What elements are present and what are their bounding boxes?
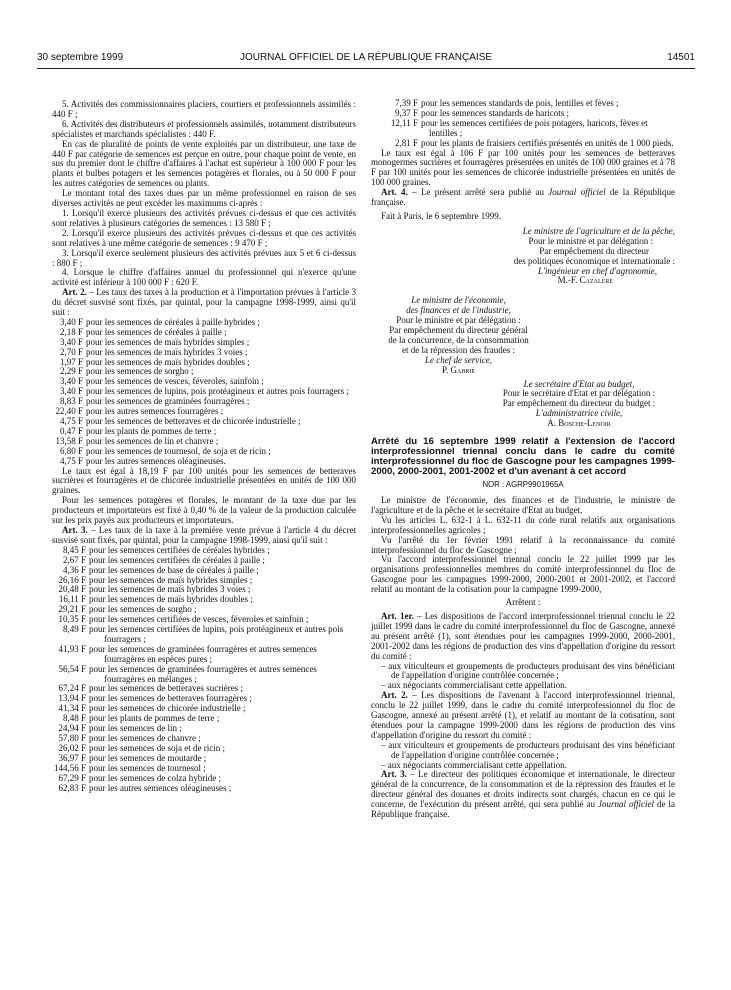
paragraph: Le montant total des taxes dues par un même professionnel en raison de ses diverses activités ne peut excéder les maximums ci-après : bbox=[52, 188, 356, 209]
rate-line: 67,24 F pour les semences de betteraves sucrières ; bbox=[58, 683, 243, 694]
rates-list-art3 bbox=[52, 546, 356, 794]
rate-line: 26,16 F pour les semences de maïs hybrides simples ; bbox=[58, 574, 253, 585]
rate-line: 29,21 F pour les semences de sorgho ; bbox=[58, 604, 197, 615]
article-3-floc: Art. 3. – Le directeur des politiques économique et internationale, le directeur général de la concurrence, de la consommation et de la répression des fraudes et le directeur général des douanes et droits indirects sont chargés, chacun en ce qui le concerne, de l'exécution du présent arrêté, qui sera publié au Journal officiel de la République française. bbox=[371, 769, 676, 820]
decree-title: Arrêté du 16 septembre 1999 relatif à l'extension de l'accord interprofessionnel triennal conclu dans le cadre du comité interprofessionnel du floc de Gascogne pour les campagnes 1999-2000, 2000-2001, 2001-2002 et d'un avenant à cet accord bbox=[371, 436, 675, 478]
header-title: JOURNAL OFFICIEL DE LA RÉPUBLIQUE FRANÇAISE bbox=[239, 52, 493, 63]
rate-line: 3,40 F pour les semences de maïs hybrides simples ; bbox=[59, 336, 250, 347]
rate-line: 7,39 F pour les semences standards de pois, lentilles et fèves ; bbox=[394, 98, 619, 108]
rate-line: 3,40 F pour les semences de céréales à paille hybrides ; bbox=[59, 316, 260, 327]
list-item: – aux négociants commercialisant cette appellation. bbox=[381, 680, 567, 691]
page-header bbox=[37, 52, 695, 66]
rate-line: 13,94 F pour les semences de betteraves fourragères ; bbox=[58, 693, 252, 704]
signature-block-agriculture: Le ministre de l'agriculture et de la pêche, Pour le ministre et par délégation : Par empêchement du directeur des politiques économique et internationale : L'ingénieur en chef d'agronomie, M.-F. Cazalère bbox=[513, 225, 675, 286]
rate-line: 4,36 F pour les semences de base de céréales à paille ; bbox=[62, 564, 259, 575]
rate-line: 3,40 F pour les semences de lupins, pois protéagineux et autres pois fourragers ; bbox=[59, 386, 349, 397]
paragraph: 4. Lorsque le chiffre d'affaires annuel du professionnel qui n'exerce qu'une activité est inférieur à 100 000 F : 620 F. bbox=[52, 267, 356, 288]
rate-line: 57,80 F pour les semences de chanvre ; bbox=[58, 733, 201, 743]
rate-line: 144,56 F pour les semences de tournesol ; bbox=[53, 762, 206, 773]
paragraph: 3. Lorsqu'il exerce seulement plusieurs des activités prévues aux 5 et 6 ci-dessus : 880 F ; bbox=[52, 247, 356, 268]
rates-list-art2 bbox=[52, 318, 356, 467]
paragraph: En cas de pluralité de points de vente exploités par un distributeur, une taxe de 440 F par catégorie de semences est perçue en outre, pour chaque point de vente, en sus du premier dont le chiffre d'affaires à l'achat est supérieur à 100 000 F pour les plants et bulbes potagers et les semences potagères et florales, ou à 50 000 F pour les autres catégories de semences ou plants. bbox=[52, 138, 356, 189]
header-rule bbox=[37, 68, 695, 69]
paragraph: Le ministre de l'économie, des finances et de l'industrie, le ministre de l'agriculture et de la pêche et le secrétaire d'Etat au budget, bbox=[371, 495, 675, 515]
paragraph: Pour les semences potagères et florales, le montant de la taxe due par les producteurs et importateurs est fixé à 0,40 % de la valeur de la production calculée sur les prix payés aux producteurs et importateurs. bbox=[52, 495, 356, 526]
rate-line: 8,48 F pour les plants de pommes de terre ; bbox=[62, 713, 220, 724]
rate-line: 12,11 F pour les semences certifiées de pois potagers, haricots, fèves et lentilles ; bbox=[390, 117, 648, 138]
list-item: – aux viticulteurs et groupements de producteurs produisant des vins bénéficiant de l'appellation d'origine contrôlée concernée ; bbox=[381, 660, 675, 681]
article-4: Art. 4. – Le présent arrêté sera publié au Journal officiel de la République française. bbox=[371, 187, 675, 208]
rate-line: 8,45 F pour les semences certifiées de céréales hybrides ; bbox=[62, 544, 270, 555]
rate-line: 3,40 F pour les semences de vesces, féveroles, sainfoin ; bbox=[59, 376, 264, 387]
article-1: Art. 1er. – Les dispositions de l'accord interprofessionnel triennal conclu le 22 juillet 1999 dans le cadre du comité interprofessionnel du floc de Gascogne, annexé au présent arrêté (1), sont étendues pour les campagnes 1999-2000, 2000-2001, 2001-2002 dans les régions de production des vins d'appellation d'origine du ressort du comité : bbox=[371, 610, 676, 661]
header-page-number: 14501 bbox=[667, 52, 695, 63]
rate-line: 20,48 F pour les semences de maïs hybrides 3 voies ; bbox=[58, 584, 251, 595]
article-label: Art. 4. bbox=[381, 187, 408, 198]
rate-line: 0,47 F pour les plants de pommes de terre ; bbox=[59, 425, 217, 436]
right-column bbox=[371, 99, 675, 820]
rate-line: 2,81 F pour les plants de fraisiers certifiés présentés en unités de 1 000 pieds. bbox=[394, 137, 674, 148]
rate-line: 8,49 F pour les semences certifiées de lupins, pois protéagineux et autres pois fourragers ; bbox=[62, 624, 344, 644]
rate-line: 22,40 F pour les autres semences fourragères ; bbox=[55, 406, 224, 417]
rate-line: 62,83 F pour les autres semences oléagineuses ; bbox=[58, 782, 232, 793]
rate-line: 2,18 F pour les semences de céréales à paille ; bbox=[59, 326, 227, 337]
rates-list-continued bbox=[371, 99, 675, 149]
rate-line: 9,37 F pour les semences standards de haricots ; bbox=[394, 107, 569, 118]
paragraph: Vu les articles L. 632-1 à L. 632-11 du code rural relatifs aux organisations interprofessionnelles agricoles ; bbox=[371, 514, 675, 535]
signature-block-economie: Le ministre de l'économie, des finances et de l'industrie, Pour le ministre et par délégation : Par empêchement du directeur général de la concurrence, de la consommation et de la répression des fraudes : Le chef de service, P. Gabrié bbox=[388, 295, 529, 375]
rate-line: 16,11 F pour les semences de maïs hybrides doubles ; bbox=[58, 594, 253, 605]
rate-line: 13,58 F pour les semences de lin et chanvre ; bbox=[55, 435, 219, 446]
rate-line: 41,34 F pour les semences de chicorée industrielle ; bbox=[58, 703, 246, 714]
rate-line: 24,94 F pour les semences de lin ; bbox=[58, 723, 182, 734]
article-label: Art. 3. bbox=[381, 769, 407, 780]
rate-line: 2,70 F pour les semences de maïs hybrides 3 voies ; bbox=[59, 346, 248, 357]
paragraph: Vu l'arrêté du 1er février 1991 relatif à la reconnaissance du comité interprofessionnel du floc de Gascogne ; bbox=[371, 534, 675, 555]
rate-line: 8,83 F pour les semences de graminées fourragères ; bbox=[59, 396, 250, 407]
paragraph: 5. Activités des commissionnaires placiers, courtiers et professionnels assimilés : 440 F ; bbox=[52, 99, 356, 119]
rate-line: 2,29 F pour les semences de sorgho ; bbox=[59, 366, 194, 377]
rate-line: 26,02 F pour les semences de soja et de ricin ; bbox=[58, 742, 225, 753]
paragraph: Le taux est égal à 106 F par 100 unités pour les semences de betteraves monogermes sucrières et fourragères présentées en unités de 100 000 graines et à 78 F par 100 unités pour les semences de chicorée industrielle présentées en unités de 100 000 graines. bbox=[371, 147, 675, 188]
paragraph: 6. Activités des distributeurs et professionnels assimilés, notamment distributeurs spécialistes et marchands spécialistes : 440 F. bbox=[52, 118, 356, 139]
rate-line: 56,54 F pour les semences de graminées fourragères et autres semences fourragères en mélanges ; bbox=[58, 663, 317, 684]
paragraph: Le taux est égal à 18,19 F par 100 unités pour les semences de betteraves sucrières et fourragères et de chicorée industrielle présentées en unités de 100 000 graines. bbox=[52, 465, 356, 496]
rate-line: 36,97 F pour les semences de moutarde ; bbox=[58, 752, 207, 763]
paragraph: 1. Lorsqu'il exerce plusieurs des activités prévues ci-dessus et que ces activités sont relatives à plusieurs catégories de semences : 13 580 F ; bbox=[52, 207, 356, 228]
header-date: 30 septembre 1999 bbox=[37, 52, 124, 63]
rate-line: 4,75 F pour les semences de betteraves et de chicorée industrielle ; bbox=[59, 416, 301, 426]
left-column bbox=[52, 100, 356, 793]
article-3: Art. 3. – Les taux de la taxe à la première vente prévue à l'article 4 du décret susvisé sont fixés, par quintal, pour la campagne 1998-1999, ainsi qu'il suit : bbox=[52, 524, 356, 545]
article-2-floc: Art. 2. – Les dispositions de l'avenant à l'accord interprofessionnel triennal, conclu le 22 juillet 1999, dans le cadre du comité interprofessionnel du floc de Gascogne, annexé au présent arrêté (1), et relatif au montant de la cotisation, sont étendues pour la campagne 1999-2000 dans les régions de production des vins d'appellation d'origine du ressort du comité : bbox=[371, 690, 675, 740]
article-label: Art. 3. bbox=[62, 524, 88, 535]
paragraph: Vu l'accord interprofessionnel triennal conclu le 22 juillet 1999 par les organisations professionnelles membres du comité interprofessionnel du floc de Gascogne pour les campagnes 1999-2000, 2000-2001 et 2001-2002, et l'accord relatif au montant de la cotisation pour la campagne 1999-2000, bbox=[371, 554, 675, 595]
arretent-heading: Arrêtent : bbox=[505, 597, 541, 608]
signature-block-budget: Le secrétaire d'Etat au budget, Pour le secrétaire d'Etat et par délégation : Par empêchement du directeur du budget : L'administratrice civile, A. Bosche-Lenoir bbox=[502, 378, 656, 429]
rate-line: 1,97 F pour les semences de maïs hybrides doubles ; bbox=[59, 356, 250, 367]
article-label: Art. 2. bbox=[62, 287, 87, 298]
paragraph: 2. Lorsqu'il exerce plusieurs des activités prévues ci-dessus et que ces activités sont relatives à une même catégorie de semences : 9 470 F ; bbox=[52, 227, 356, 248]
article-label: Art. 2. bbox=[381, 690, 408, 701]
rate-line: 41,93 F pour les semences de graminées fourragères et autres semences fourragères en espèces pures ; bbox=[58, 643, 317, 664]
list-item: – aux négociants commercialisant cette appellation. bbox=[381, 759, 567, 770]
rate-line: 4,75 F pour les autres semences oléagineuses. bbox=[59, 455, 226, 466]
rate-line: 10,35 F pour les semences certifiées de vesces, féveroles et sainfoin ; bbox=[58, 614, 309, 625]
rate-line: 2,67 F pour les semences certifiées de céréales à paille ; bbox=[62, 554, 265, 565]
rate-line: 6,80 F pour les semences de tournesol, de soja et de ricin ; bbox=[59, 445, 271, 456]
date-line: Fait à Paris, le 6 septembre 1999. bbox=[381, 210, 501, 221]
list-item: – aux viticulteurs et groupements de producteurs produisant des vins bénéficiant de l'appellation d'origine contrôlée concernée ; bbox=[381, 739, 675, 760]
rate-line: 67,29 F pour les semences de colza hybride ; bbox=[58, 772, 221, 783]
article-2: Art. 2. – Les taux des taxes à la production et à l'importation prévues à l'article 3 du décret susvisé sont fixés, par quintal, pour la campagne 1998-1999, ainsi qu'il suit : bbox=[52, 287, 356, 318]
nor-reference: NOR : AGRP9901965A bbox=[482, 480, 564, 490]
article-label: Art. 1er. bbox=[381, 610, 414, 621]
